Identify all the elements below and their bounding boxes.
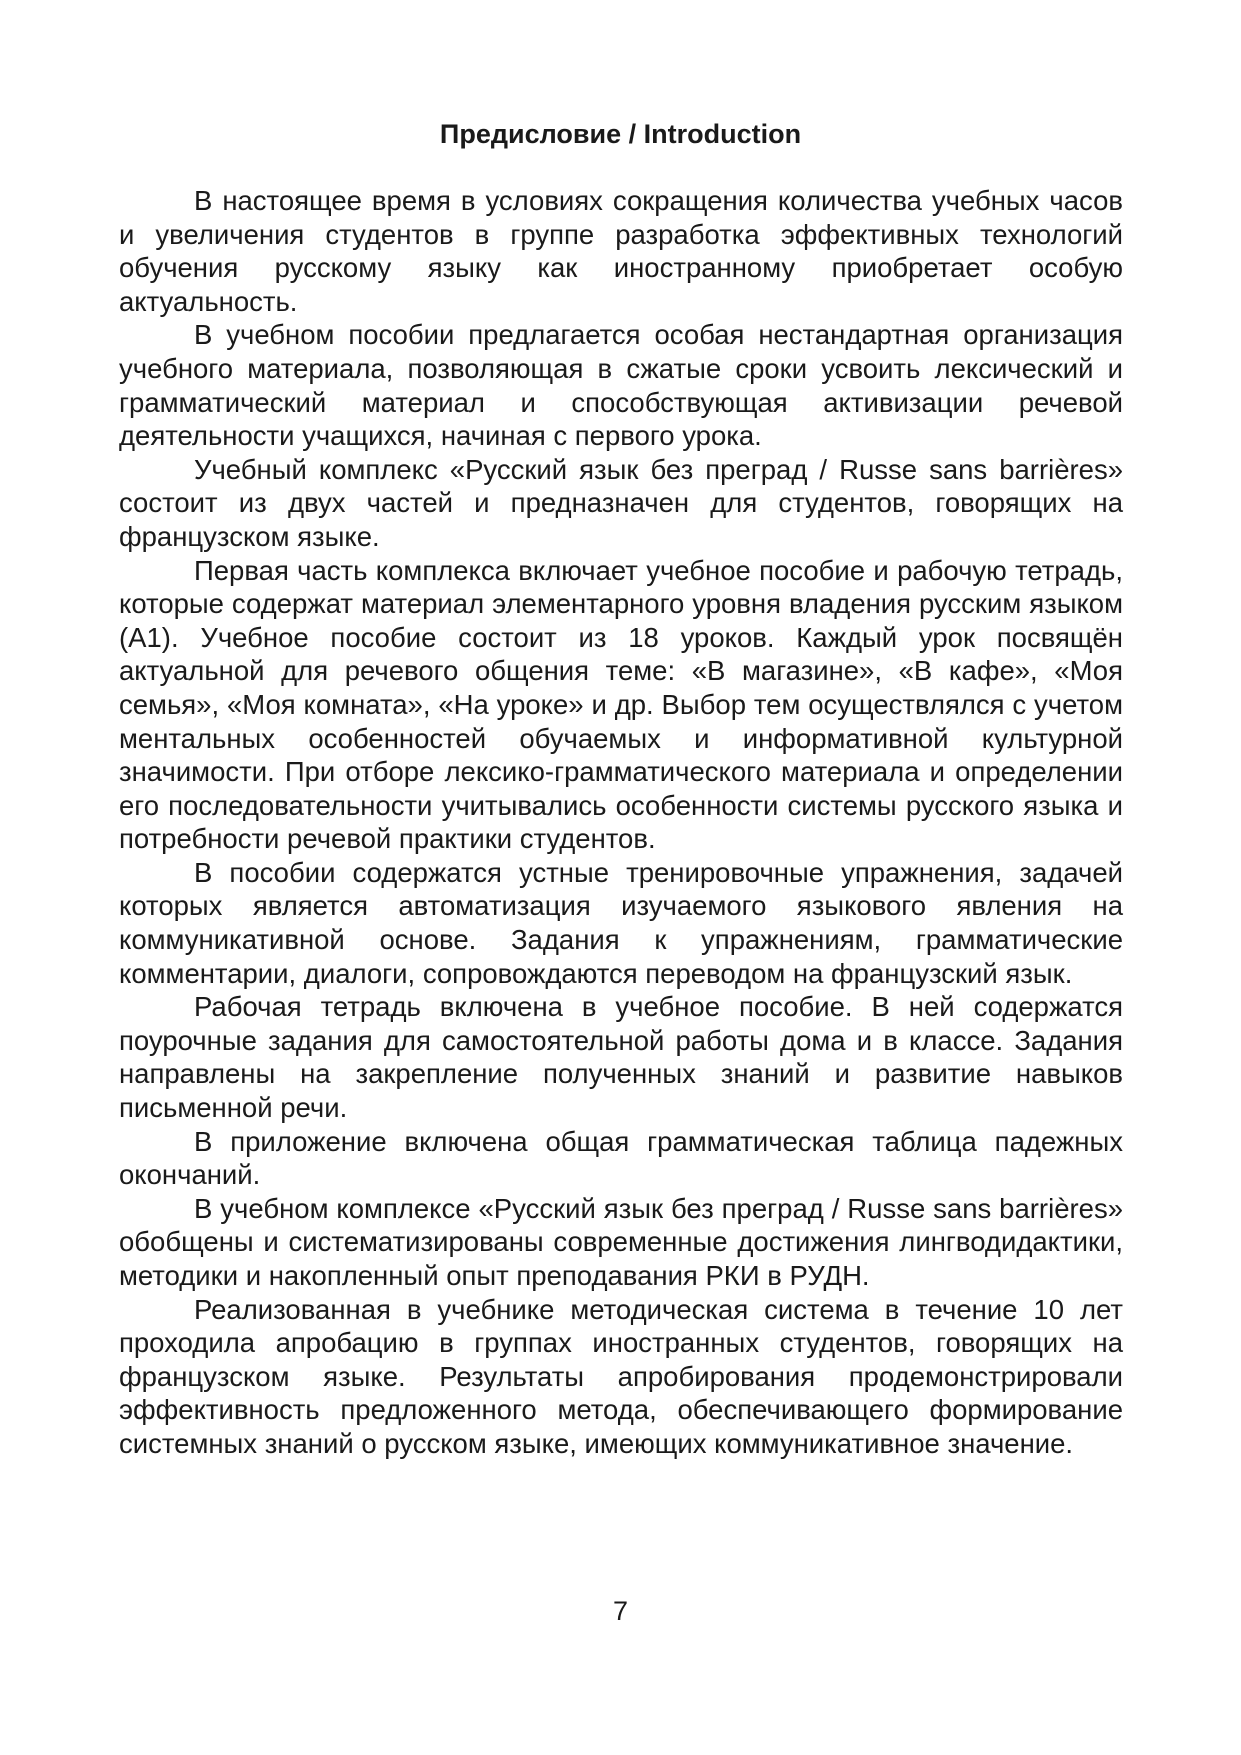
page-title: Предисловие / Introduction <box>439 119 802 149</box>
paragraph: В приложение включена общая грамматическая таблица падежных окончаний. <box>119 1125 1123 1191</box>
paragraph: Первая часть комплекса включает учебное пособие и рабочую тетрадь, которые содержат материал элементарного уровня владения русским языком (А1). Учебное пособие состоит из 18 уроков. Каждый урок посвящён актуальной для речевого общения теме: «В магазине», «В кафе», «Моя семья», «Моя комната», «На уроке» и др. Выбор тем осуществлялся с учетом ментальных особенностей обучаемых и информативной культурной значимости. При отборе лексико-грамматического материала и определении его последовательности учитывались особенности системы русского языка и потребности речевой практики студентов. <box>119 554 1123 855</box>
paragraph: В учебном комплексе «Русский язык без преград / Russe sans barrières» обобщены и систематизированы современные достижения лингводидактики, методики и накопленный опыт преподавания РКИ в РУДН. <box>119 1192 1123 1291</box>
paragraph: Учебный комплекс «Русский язык без преград / Russe sans barrières» состоит из двух частей и предназначен для студентов, говорящих на французском языке. <box>119 453 1123 552</box>
paragraph: В пособии содержатся устные тренировочные упражнения, задачей которых является автоматизация изучаемого языкового явления на коммуникативной основе. Задания к упражнениям, грамматические комментарии, диалоги, сопровождаются переводом на французский язык. <box>119 856 1123 989</box>
paragraph: В учебном пособии предлагается особая нестандартная организация учебного материала, позволяющая в сжатые сроки усвоить лексический и грамматический материал и способствующая активизации речевой деятельности учащихся, начиная с первого урока. <box>119 319 1123 452</box>
paragraph: В настоящее время в условиях сокращения количества учебных часов и увеличения студентов в группе разработка эффективных технологий обучения русскому языку как иностранному приобретает особую актуальность. <box>119 185 1123 317</box>
body-text <box>119 184 1123 1461</box>
page-number: 7 <box>612 1596 629 1626</box>
paragraph: Реализованная в учебнике методическая система в течение 10 лет проходила апробацию в группах иностранных студентов, говорящих на французском языке. Результаты апробирования продемонстрировали эффективность предложенного метода, обеспечивающего формирование системных знаний о русском языке, имеющих коммуникативное значение. <box>119 1293 1123 1459</box>
paragraph: Рабочая тетрадь включена в учебное пособие. В ней содержатся поурочные задания для самостоятельной работы дома и в классе. Задания направлены на закрепление полученных знаний и развитие навыков письменной речи. <box>119 991 1123 1124</box>
